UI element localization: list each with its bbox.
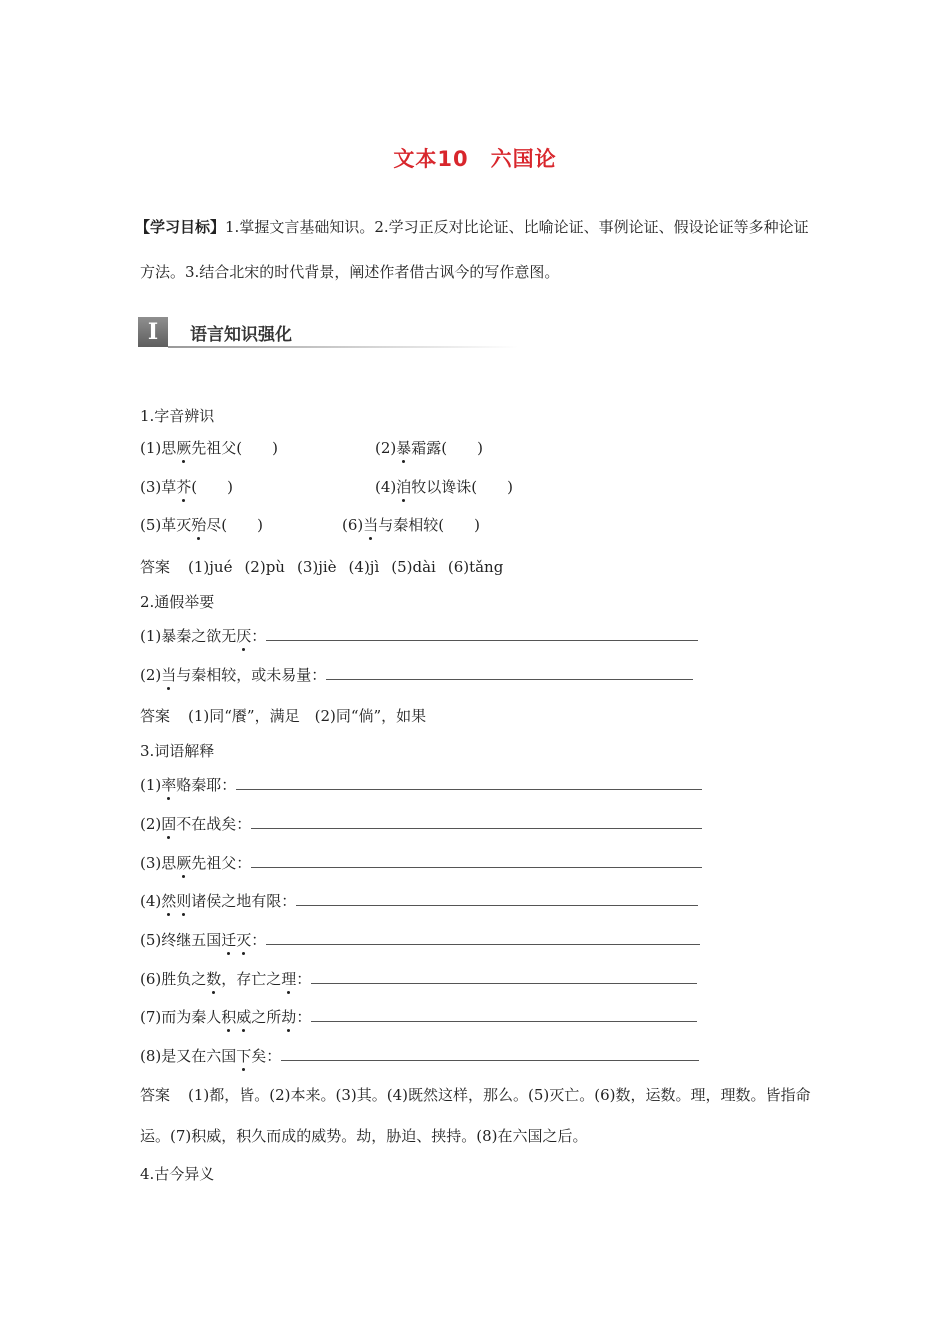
q3-item-8: (8)是又在六国下矣： [140,1045,699,1066]
q1-heading: 1.字音辨识 [140,407,215,425]
q2-item-1: (1)暴秦之欲无厌： [140,625,698,646]
q3-item-7: (7)而为秦人积威之所劫： [140,1006,697,1027]
answer-blank[interactable] [236,779,702,790]
section-title: 语言知识强化 [190,325,292,345]
q2-answer: 答案 (1)同“餍”，满足 (2)同“倘”，如果 [140,707,427,725]
objectives-label: 【学习目标】 [135,218,226,236]
q3-item-4: (4)然则诸侯之地有限： [140,890,698,911]
q3-item-3: (3)思厥先祖父： [140,852,702,873]
answer-blank[interactable] [281,1050,699,1061]
answer-blank[interactable] [326,669,693,680]
answer-blank[interactable] [311,973,697,984]
page-title: 文本10 六国论 [393,147,557,171]
q4-heading: 4.古今异义 [140,1165,215,1183]
q3-item-5: (5)终继五国迁灭： [140,929,700,950]
q1-answer: 答案 (1)jué (2)pù (3)jiè (4)jì (5)dài (6)tǎng [140,558,504,576]
q3-item-1: (1)率赂秦耶： [140,774,702,795]
answer-blank[interactable] [296,895,698,906]
answer-blank[interactable] [251,857,702,868]
q2-heading: 2.通假举要 [140,593,215,611]
q2-item-2: (2)当与秦相较，或未易量： [140,664,693,685]
section-header [138,317,518,349]
q3-item-2: (2)固不在战矣： [140,813,702,834]
answer-blank[interactable] [311,1011,697,1022]
section-rule [168,346,518,348]
answer-blank[interactable] [251,818,702,829]
q3-heading: 3.词语解释 [140,742,215,760]
q1-item-4: (4)洎牧以谗诛( ) [375,478,513,496]
learning-objectives [135,205,815,295]
q3-item-6: (6)胜负之数，存亡之理： [140,968,697,989]
q3-answer: 答案 (1)都，皆。(2)本来。(3)其。(4)既然这样，那么。(5)灭亡。(6)数，运数。理，理数。皆指命运。(7)积威，积久而成的威势。劫，胁迫、挟持。(8)在六国之后。 [140,1086,811,1145]
q1-item-2: (2)暴霜露( ) [375,439,483,457]
section-numeral: I [138,317,168,347]
q1-item-1: (1)思厥先祖父( ) [140,439,278,457]
objectives-text: 1.掌握文言基础知识。2.学习正反对比论证、比喻论证、事例论证、假设论证等多种论证方法。3.结合北宋的时代背景，阐述作者借古讽今的写作意图。 [140,218,809,281]
q1-item-5: (5)革灭殆尽( ) [140,516,263,534]
answer-blank[interactable] [266,630,698,641]
q1-item-6: (6)当与秦相较( ) [342,516,480,534]
answer-blank[interactable] [266,934,700,945]
q1-item-3: (3)草芥( ) [140,478,233,496]
